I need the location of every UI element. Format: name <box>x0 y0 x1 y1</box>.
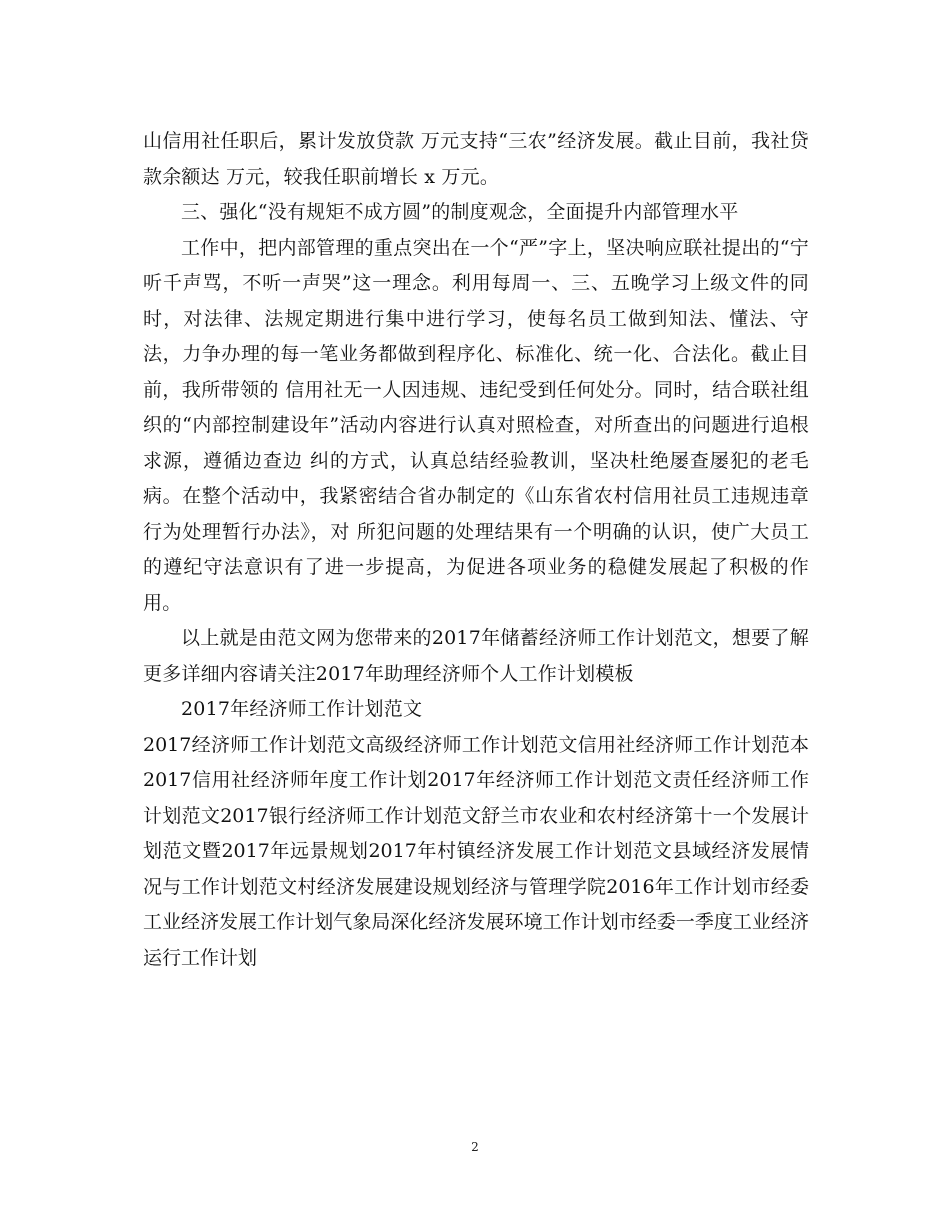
page-number: 2 <box>471 1140 479 1154</box>
paragraph-internal-management: 工作中，把内部管理的重点突出在一个“严”字上，坚决响应联社提出的“宁听千声骂，不听一声哭”这一理念。利用每周一、三、五晚学习上级文件的同时，对法律、法规定期进行集中进行学习，使每名员工做到知法、懂法、守法，力争办理的每一笔业务都做到程序化、标准化、统一化、合法化。截止目前，我所带领的 信用社无一人因违规、违纪受到任何处分。同时，结合联社组织的“内部控制建设年”活动内容进行认真对照检查，对所查出的问题进行追根求源，遵循边查边 纠的方式，认真总结经验教训，坚决杜绝屡查屡犯的老毛病。在整个活动中，我紧密结合省办制定的《山东省农村信用社员工违规违章行为处理暂行办法》，对 所犯问题的处理结果有一个明确的认识，使广大员工的遵纪守法意识有了进一步提高，为促进各项业务的稳健发展起了积极的作用。 <box>143 236 809 614</box>
related-links-list: 2017经济师工作计划范文高级经济师工作计划范文信用社经济师工作计划范本2017信用社经济师年度工作计划2017年经济师工作计划范文责任经济师工作计划范文2017银行经济师工作计划范文舒兰市农业和农村经济第十一个发展计划范文暨2017年远景规划2017年村镇经济发展工作计划范文县域经济发展情况与工作计划范文村经济发展建设规划经济与管理学院2016年工作计划市经委工业经济发展工作计划气象局深化经济发展环境工作计划市经委一季度工业经济运行工作计划 <box>143 733 809 969</box>
document-body <box>143 124 809 976</box>
section-heading-internal-management: 三、强化“没有规矩不成方圆”的制度观念，全面提升内部管理水平 <box>181 201 739 223</box>
related-title: 2017年经济师工作计划范文 <box>181 698 423 720</box>
paragraph-closing-note: 以上就是由范文网为您带来的2017年储蓄经济师工作计划范文，想要了解更多详细内容请关注2017年助理经济师个人工作计划模板 <box>143 627 809 685</box>
paragraph-loans: 山信用社任职后，累计发放贷款 万元支持“三农”经济发展。截止目前，我社贷款余额达 万元，较我任职前增长 x 万元。 <box>143 130 809 188</box>
